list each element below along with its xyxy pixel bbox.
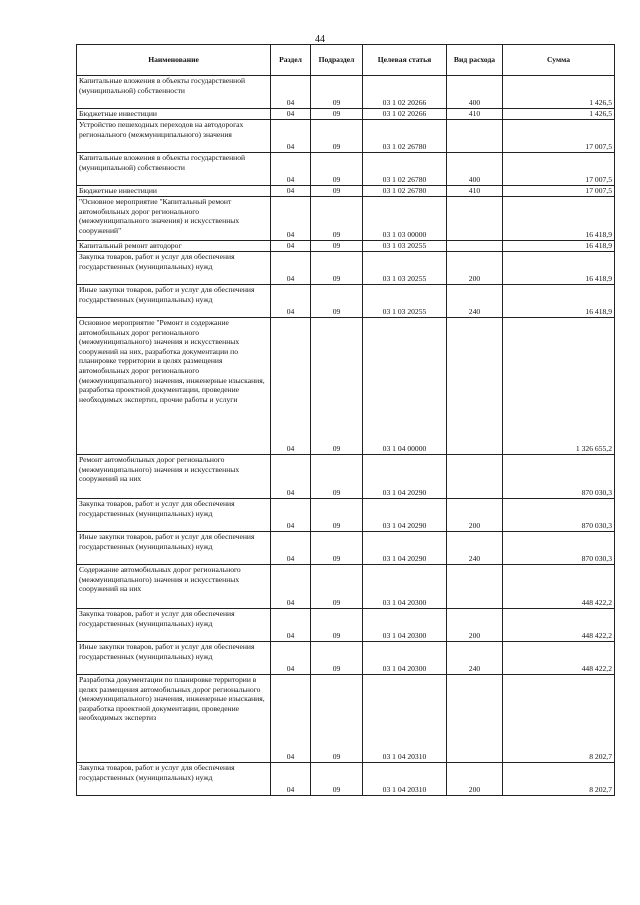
cell-name: Закупка товаров, работ и услуг для обеспечения государственных (муниципальных) нужд: [77, 609, 271, 642]
cell-sum: 448 422,2: [503, 565, 615, 609]
cell-target-article: 03 1 04 20310: [363, 763, 447, 796]
table-row: [77, 153, 615, 186]
header-expense-kind: Вид расхода: [447, 45, 503, 76]
cell-target-article: 03 1 04 20310: [363, 675, 447, 763]
cell-expense-kind: 400: [447, 76, 503, 109]
cell-sum: 16 418,9: [503, 241, 615, 252]
cell-target-article: 03 1 04 00000: [363, 318, 447, 455]
cell-section: 04: [271, 565, 311, 609]
cell-section: 04: [271, 675, 311, 763]
table-row: [77, 241, 615, 252]
cell-expense-kind: 200: [447, 499, 503, 532]
cell-name: Иные закупки товаров, работ и услуг для обеспечения государственных (муниципальных) нужд: [77, 642, 271, 675]
cell-sum: 870 030,3: [503, 499, 615, 532]
cell-section: 04: [271, 109, 311, 120]
cell-section: 04: [271, 153, 311, 186]
cell-name: Бюджетные инвестиции: [77, 186, 271, 197]
table-row: [77, 565, 615, 609]
cell-subsection: 09: [311, 455, 363, 499]
header-row: [77, 45, 615, 76]
cell-target-article: 03 1 02 26780: [363, 120, 447, 153]
cell-expense-kind: 240: [447, 642, 503, 675]
cell-section: 04: [271, 76, 311, 109]
header-name: Наименование: [77, 45, 271, 76]
cell-expense-kind: 400: [447, 153, 503, 186]
cell-target-article: 03 1 02 20266: [363, 76, 447, 109]
cell-expense-kind: [447, 241, 503, 252]
cell-section: 04: [271, 252, 311, 285]
table-row: [77, 532, 615, 565]
cell-subsection: 09: [311, 532, 363, 565]
cell-name: Разработка документации по планировке территории в целях размещения автомобильных дорог регионального (межмуниципального) значения, инженерные изыскания, разработка проектной документации, проведение необходимых экспертиз: [77, 675, 271, 763]
cell-name: "Основное мероприятие "Капитальный ремонт автомобильных дорог регионального (межмуниципального значения) и искусственных сооружений": [77, 197, 271, 241]
cell-expense-kind: 410: [447, 186, 503, 197]
cell-expense-kind: 200: [447, 763, 503, 796]
cell-section: 04: [271, 499, 311, 532]
cell-target-article: 03 1 04 20290: [363, 499, 447, 532]
cell-section: 04: [271, 609, 311, 642]
cell-subsection: 09: [311, 197, 363, 241]
cell-expense-kind: 200: [447, 609, 503, 642]
cell-sum: 17 007,5: [503, 120, 615, 153]
cell-target-article: 03 1 03 20255: [363, 241, 447, 252]
table-row: [77, 252, 615, 285]
cell-subsection: 09: [311, 675, 363, 763]
cell-subsection: 09: [311, 120, 363, 153]
cell-name: Капитальные вложения в объекты государственной (муниципальной) собственности: [77, 153, 271, 186]
cell-target-article: 03 1 04 20290: [363, 532, 447, 565]
cell-target-article: 03 1 03 20255: [363, 285, 447, 318]
table-row: [77, 120, 615, 153]
cell-name: Капитальный ремонт автодорог: [77, 241, 271, 252]
cell-name: Устройство пешеходных переходов на автодорогах регионального (межмуниципального) значения: [77, 120, 271, 153]
cell-expense-kind: 240: [447, 532, 503, 565]
page-number: 44: [315, 34, 325, 45]
cell-sum: 870 030,3: [503, 532, 615, 565]
cell-expense-kind: 410: [447, 109, 503, 120]
cell-expense-kind: [447, 675, 503, 763]
cell-target-article: 03 1 04 20300: [363, 642, 447, 675]
cell-target-article: 03 1 02 26780: [363, 186, 447, 197]
cell-name: Иные закупки товаров, работ и услуг для обеспечения государственных (муниципальных) нужд: [77, 285, 271, 318]
cell-subsection: 09: [311, 318, 363, 455]
cell-sum: 448 422,2: [503, 609, 615, 642]
table-row: [77, 675, 615, 763]
cell-section: 04: [271, 763, 311, 796]
cell-subsection: 09: [311, 609, 363, 642]
cell-name: Основное мероприятие "Ремонт и содержание автомобильных дорог регионального (межмуниципального) значения и искусственных сооружений на них, разработка документации по планировке территории в целях размещения автомобильных дорог регионального (межмуниципального) значения, инженерные изыскания, разработка проектной документации, проведение необходимых экспертиз, прочие работы и услуги: [77, 318, 271, 455]
cell-section: 04: [271, 318, 311, 455]
cell-section: 04: [271, 532, 311, 565]
cell-expense-kind: [447, 455, 503, 499]
cell-sum: 1 426,5: [503, 109, 615, 120]
cell-sum: 8 202,7: [503, 763, 615, 796]
budget-table: [76, 44, 615, 796]
table-row: [77, 499, 615, 532]
table-row: [77, 642, 615, 675]
header-target-article: Целевая статья: [363, 45, 447, 76]
cell-expense-kind: [447, 318, 503, 455]
cell-name: Бюджетные инвестиции: [77, 109, 271, 120]
cell-sum: 8 202,7: [503, 675, 615, 763]
table-row: [77, 318, 615, 455]
cell-section: 04: [271, 186, 311, 197]
cell-section: 04: [271, 241, 311, 252]
cell-name: Содержание автомобильных дорог регионального (межмуниципального) значения и искусственных сооружений на них: [77, 565, 271, 609]
cell-subsection: 09: [311, 186, 363, 197]
table-row: [77, 197, 615, 241]
cell-expense-kind: [447, 197, 503, 241]
cell-section: 04: [271, 642, 311, 675]
cell-section: 04: [271, 285, 311, 318]
cell-sum: 17 007,5: [503, 153, 615, 186]
cell-target-article: 03 1 03 00000: [363, 197, 447, 241]
cell-subsection: 09: [311, 76, 363, 109]
table-row: [77, 186, 615, 197]
cell-subsection: 09: [311, 241, 363, 252]
table-row: [77, 76, 615, 109]
header-subsection: Подраздел: [311, 45, 363, 76]
cell-subsection: 09: [311, 565, 363, 609]
cell-name: Закупка товаров, работ и услуг для обеспечения государственных (муниципальных) нужд: [77, 499, 271, 532]
cell-sum: 16 418,9: [503, 197, 615, 241]
cell-sum: 870 030,3: [503, 455, 615, 499]
cell-section: 04: [271, 197, 311, 241]
table-row: [77, 109, 615, 120]
cell-subsection: 09: [311, 252, 363, 285]
header-sum: Сумма: [503, 45, 615, 76]
cell-name: Ремонт автомобильных дорог регионального (межмуниципального) значения и искусственных сооружений на них: [77, 455, 271, 499]
cell-target-article: 03 1 03 20255: [363, 252, 447, 285]
table-row: [77, 609, 615, 642]
cell-subsection: 09: [311, 499, 363, 532]
cell-sum: 1 326 655,2: [503, 318, 615, 455]
table-header: [77, 45, 615, 76]
table-body: [77, 76, 615, 796]
cell-expense-kind: 200: [447, 252, 503, 285]
cell-section: 04: [271, 455, 311, 499]
cell-section: 04: [271, 120, 311, 153]
cell-subsection: 09: [311, 285, 363, 318]
table-row: [77, 455, 615, 499]
cell-sum: 16 418,9: [503, 285, 615, 318]
cell-target-article: 03 1 04 20300: [363, 565, 447, 609]
cell-target-article: 03 1 04 20290: [363, 455, 447, 499]
cell-name: Закупка товаров, работ и услуг для обеспечения государственных (муниципальных) нужд: [77, 763, 271, 796]
cell-expense-kind: 240: [447, 285, 503, 318]
cell-name: Иные закупки товаров, работ и услуг для обеспечения государственных (муниципальных) нужд: [77, 532, 271, 565]
cell-name: Капитальные вложения в объекты государственной (муниципальной) собственности: [77, 76, 271, 109]
cell-target-article: 03 1 04 20300: [363, 609, 447, 642]
cell-sum: 1 426,5: [503, 76, 615, 109]
cell-sum: 17 007,5: [503, 186, 615, 197]
cell-subsection: 09: [311, 642, 363, 675]
cell-target-article: 03 1 02 26780: [363, 153, 447, 186]
header-section: Раздел: [271, 45, 311, 76]
cell-name: Закупка товаров, работ и услуг для обеспечения государственных (муниципальных) нужд: [77, 252, 271, 285]
cell-expense-kind: [447, 120, 503, 153]
cell-sum: 16 418,9: [503, 252, 615, 285]
cell-expense-kind: [447, 565, 503, 609]
cell-subsection: 09: [311, 153, 363, 186]
table-row: [77, 763, 615, 796]
table-row: [77, 285, 615, 318]
cell-subsection: 09: [311, 109, 363, 120]
cell-target-article: 03 1 02 20266: [363, 109, 447, 120]
cell-sum: 448 422,2: [503, 642, 615, 675]
cell-subsection: 09: [311, 763, 363, 796]
